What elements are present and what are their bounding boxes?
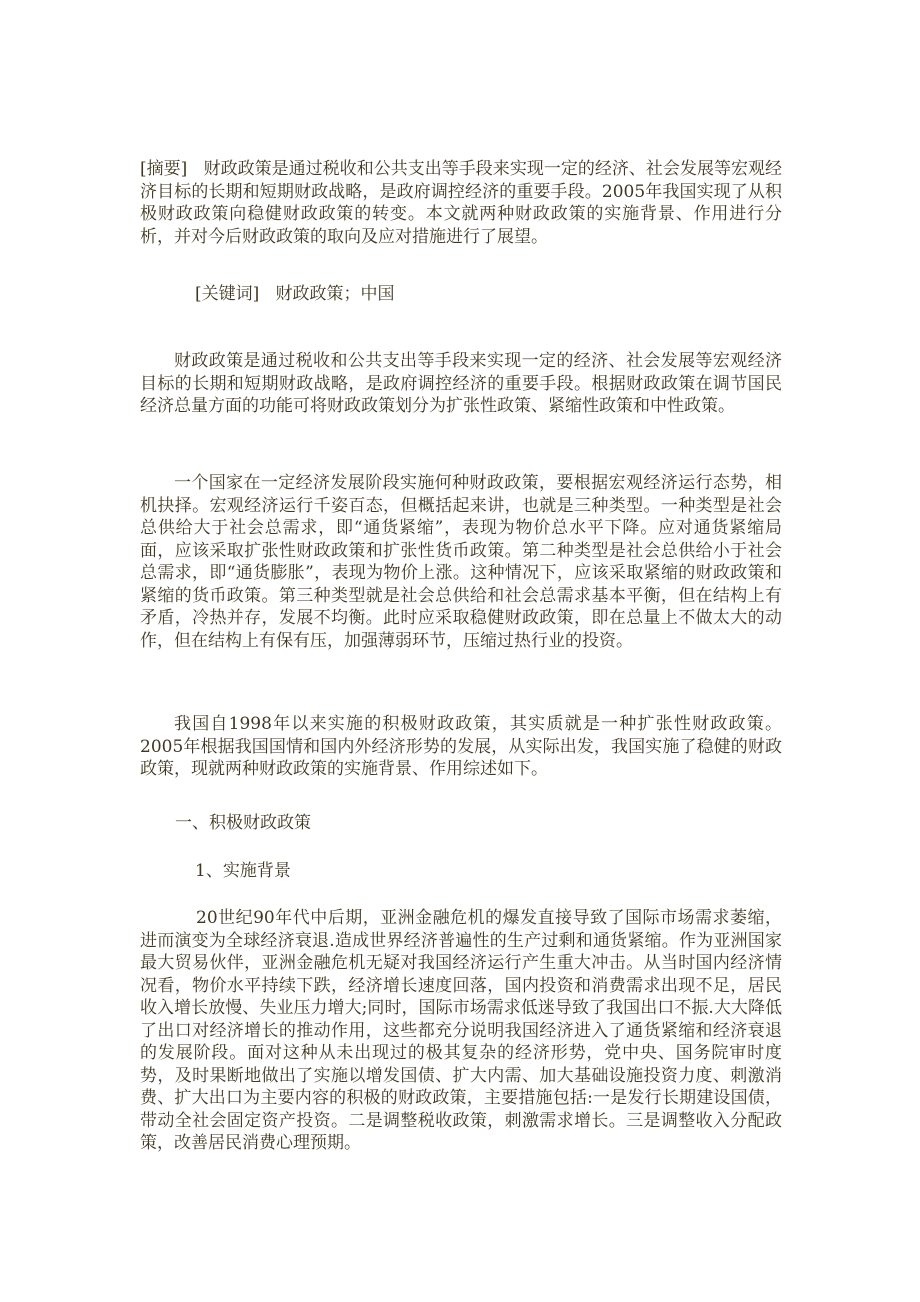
body-paragraph-2: 一个国家在一定经济发展阶段实施何种财政政策，要根据宏观经济运行态势，相机抉择。宏观经济运行千姿百态，但概括起来讲，也就是三种类型。一种类型是社会总供给大于社会总需求，即“通货紧缩”，表现为物价总水平下降。应对通货紧缩局面，应该采取扩张性财政政策和扩张性货币政策。第二种类型是社会总供给小于社会总需求，即“通货膨胀”，表现为物价上涨。这种情况下，应该采取紧缩的财政政策和紧缩的货币政策。第三种类型就是社会总供给和社会总需求基本平衡，但在结构上有矛盾，冷热并存，发展不均衡。此时应采取稳健财政政策，即在总量上不做太大的动作，但在结构上有保有压，加强薄弱环节，压缩过热行业的投资。 [140,473,782,651]
body-paragraph-1: 财政政策是通过税收和公共支出等手段来实现一定的经济、社会发展等宏观经济目标的长期和短期财政战略，是政府调控经济的重要手段。根据财政政策在调节国民经济总量方面的功能可将财政政策划分为扩张性政策、紧缩性政策和中性政策。 [140,351,782,416]
body-paragraph-3: 我国自1998年以来实施的积极财政政策，其实质就是一种扩张性财政政策。2005年根据我国国情和国内外经济形势的发展，从实际出发，我国实施了稳健的财政政策，现就两种财政政策的实施背景、作用综述如下。 [140,714,782,779]
keywords-text: 财政政策；中国 [275,284,395,304]
abstract-label: [摘要] [140,159,188,179]
body-paragraph-4: 20世纪90年代中后期，亚洲金融危机的爆发直接导致了国际市场需求萎缩，进而演变为全球经济衰退.造成世界经济普遍性的生产过剩和通货紧缩。作为亚洲国家最大贸易伙伴，亚洲金融危机无疑对我国经济运行产生重大冲击。从当时国内经济情况看，物价水平持续下跌，经济增长速度回落，国内投资和消费需求出现不足，居民收入增长放慢、失业压力增大;同时，国际市场需求低迷导致了我国出口不振.大大降低了出口对经济增长的推动作用，这些都充分说明我国经济进入了通货紧缩和经济衰退的发展阶段。面对这种从未出现过的极其复杂的经济形势，党中央、国务院审时度势，及时果断地做出了实施以增发国债、扩大内需、加大基础设施投资力度、刺激消费、扩大出口为主要内容的积极的财政政策，主要措施包括:一是发行长期建设国债，带动全社会固定资产投资。二是调整税收政策，刺激需求增长。三是调整收入分配政策，改善居民消费心理预期。 [140,908,782,1153]
abstract-paragraph [140,158,782,248]
abstract-text: 财政政策是通过税收和公共支出等手段来实现一定的经济、社会发展等宏观经济目标的长期和短期财政战略，是政府调控经济的重要手段。2005年我国实现了从积极财政政策向稳健财政政策的转变。本文就两种财政政策的实施背景、作用进行分析，并对今后财政政策的取向及应对措施进行了展望。 [140,159,783,247]
section-heading-1: 一、积极财政政策 [175,813,311,833]
keywords-label: [关键词] [195,284,260,304]
section-heading-2: 1、实施背景 [195,861,291,881]
keywords-line [195,283,394,306]
